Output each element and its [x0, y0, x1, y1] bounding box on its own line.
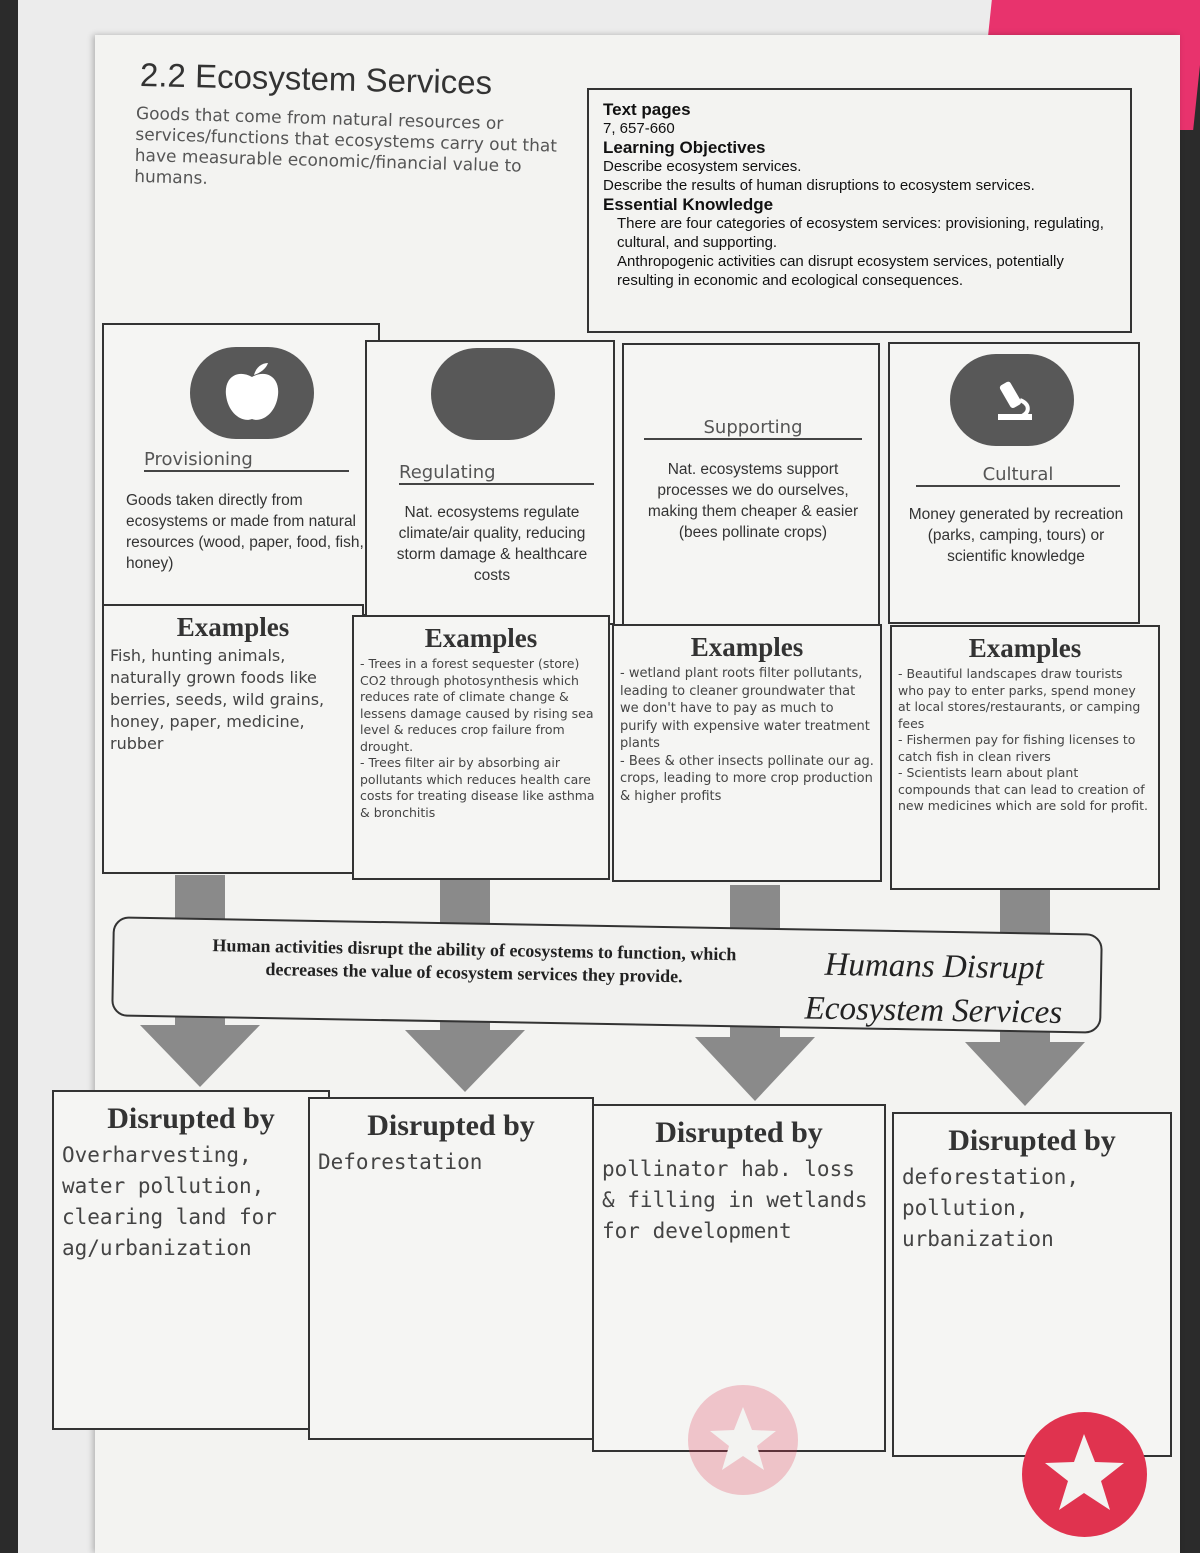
- disrupted-cell-regulating: [308, 1097, 594, 1440]
- examples-cell-supporting: [612, 624, 882, 882]
- essential-knowledge-2: Anthropogenic activities can disrupt ecosystem services, potentially resulting in economic and ecological consequences.: [617, 253, 1064, 289]
- text-pages: 7, 657-660: [603, 120, 675, 137]
- learning-objective-2: Describe the results of human disruptions to ecosystem services.: [603, 177, 1035, 194]
- category-cell-cultural: [888, 342, 1140, 624]
- microscope-icon: [950, 354, 1074, 446]
- examples-cell-provisioning: [102, 604, 364, 874]
- examples-text: - Beautiful landscapes draw tourists who pay to enter parks, spend money at local stores/restaurants, or camping fees - Fishermen pay for fishing licenses to catch fish in clean rivers - Scientists learn about plant compounds that can lead to creation of new medicines which are sold for profit.: [898, 666, 1148, 813]
- category-cell-provisioning: [102, 323, 380, 616]
- text-pages-label: Text pages: [603, 100, 691, 119]
- learning-objectives-label: Learning Objectives: [603, 138, 766, 157]
- disrupted-text: pollinator hab. loss & filling in wetlands for development: [602, 1157, 868, 1243]
- cloud-icon: [431, 348, 555, 440]
- disrupted-heading: Disrupted by: [367, 1109, 535, 1142]
- disrupted-cell-provisioning: [52, 1090, 330, 1430]
- star-stamp-faded: [688, 1385, 798, 1495]
- banner-heading: Humans Disrupt Ecosystem Services: [804, 946, 1063, 1031]
- objectives-box: [587, 88, 1132, 333]
- category-name: Provisioning: [144, 449, 349, 472]
- examples-text: - Trees in a forest sequester (store) CO2 through photosynthesis which reduces rate of climate change & lessens damage caused by rising sea level & reduces crop failure from drought. - Trees filter air by absorbing air pollutants which reduces health care costs for treating disease like asthma & bronchitis: [360, 656, 595, 820]
- disrupted-cell-cultural: [892, 1112, 1172, 1457]
- disrupted-heading: Disrupted by: [655, 1116, 823, 1149]
- examples-text: - wetland plant roots filter pollutants, leading to cleaner groundwater that we don't have to pay as much to purify with expensive water treatment plants - Bees & other insects pollinate our ag. crops, leading to more crop production & higher profits: [620, 666, 874, 804]
- examples-heading: Examples: [176, 612, 290, 642]
- examples-text: Fish, hunting animals, naturally grown foods like berries, seeds, wild grains, honey, paper, medicine, rubber: [110, 646, 325, 753]
- category-description: Nat. ecosystems support processes we do ourselves, making them cheaper & easier (bees pollinate crops): [647, 461, 859, 541]
- star-stamp: [1022, 1412, 1147, 1537]
- disrupted-text: deforestation, pollution, urbanization: [902, 1165, 1080, 1251]
- category-name: Cultural: [916, 464, 1120, 487]
- apple-icon: [190, 347, 314, 439]
- examples-heading: Examples: [424, 623, 538, 653]
- essential-knowledge-1: There are four categories of ecosystem services: provisioning, regulating, cultural, and supporting.: [617, 215, 1104, 251]
- category-description: Nat. ecosystems regulate climate/air quality, reducing storm damage & healthcare costs: [396, 504, 588, 584]
- definition-handwritten: Goods that come from natural resources or services/functions that ecosystems carry out that have measurable economic/financial value to humans.: [133, 103, 558, 189]
- examples-heading: Examples: [968, 633, 1082, 663]
- category-name: Supporting: [644, 417, 862, 440]
- category-cell-regulating: [365, 340, 615, 625]
- examples-cell-cultural: [890, 625, 1160, 890]
- category-cell-supporting: [622, 343, 880, 628]
- disrupted-text: Overharvesting, water pollution, clearing land for ag/urbanization: [62, 1143, 277, 1260]
- banner-text: Human activities disrupt the ability of ecosystems to function, which decreases the value of ecosystem services they provide.: [212, 935, 737, 987]
- learning-objective-1: Describe ecosystem services.: [603, 158, 802, 175]
- disrupted-text: Deforestation: [318, 1150, 483, 1174]
- page-title: 2.2 Ecosystem Services: [139, 56, 493, 101]
- examples-cell-regulating: [352, 615, 610, 880]
- category-name: Regulating: [399, 462, 594, 485]
- category-description: Money generated by recreation (parks, camping, tours) or scientific knowledge: [908, 506, 1124, 565]
- humans-disrupt-banner: [111, 916, 1103, 1033]
- examples-heading: Examples: [690, 632, 804, 662]
- category-description: Goods taken directly from ecosystems or made from natural resources (wood, paper, food, fish, honey): [126, 492, 364, 572]
- essential-knowledge-label: Essential Knowledge: [603, 195, 774, 214]
- disrupted-heading: Disrupted by: [107, 1102, 275, 1135]
- disrupted-heading: Disrupted by: [948, 1124, 1116, 1157]
